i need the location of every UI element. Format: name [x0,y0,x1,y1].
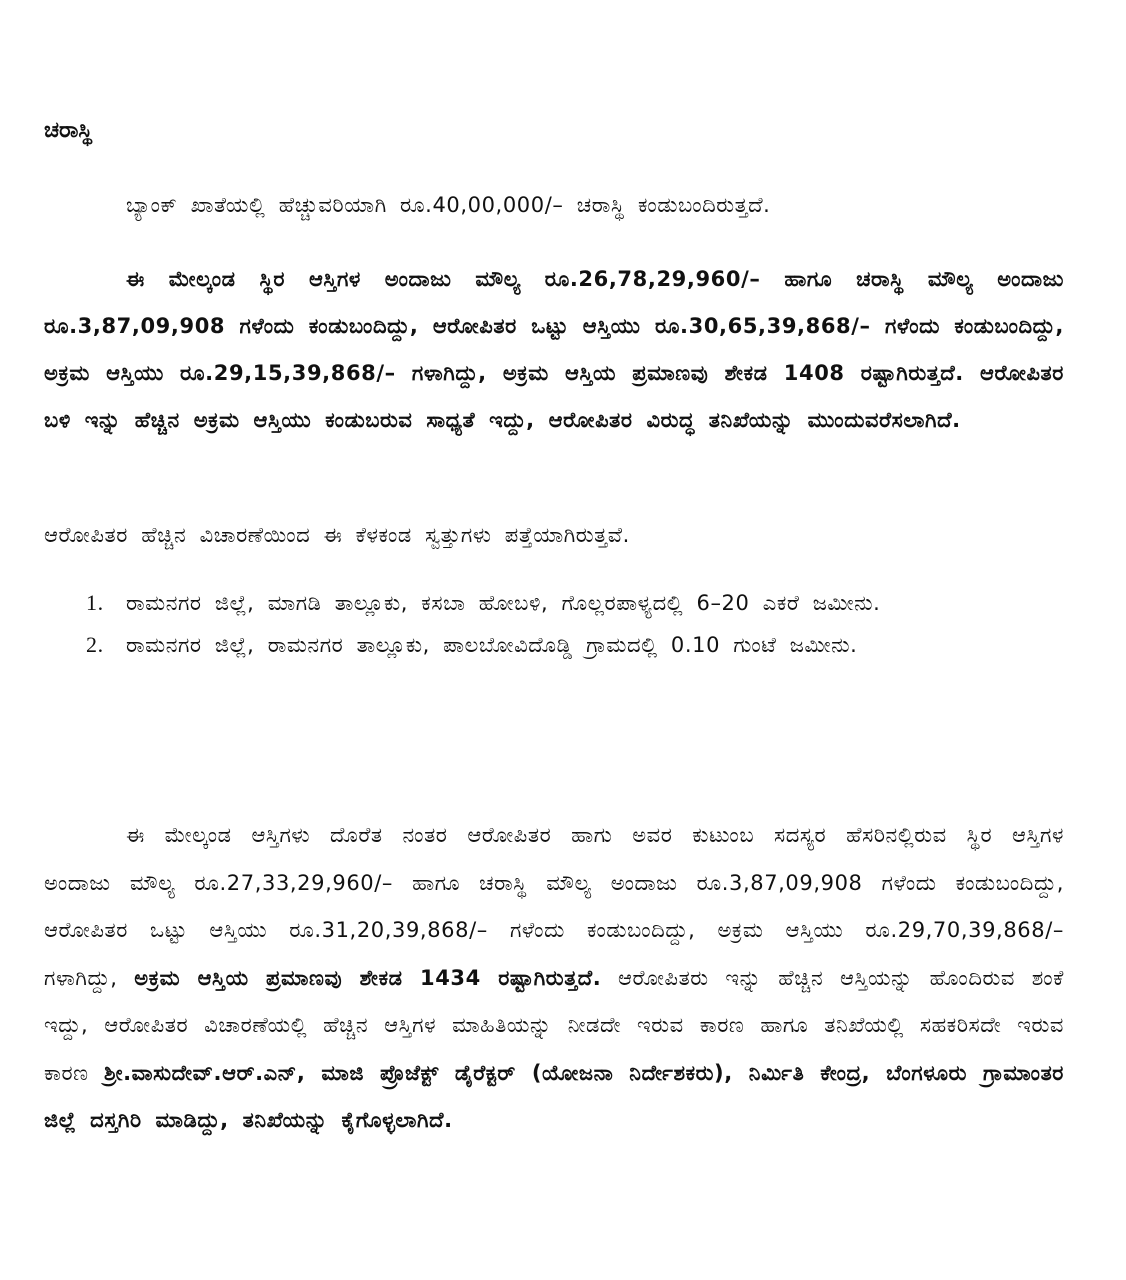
list-item [86,626,1066,664]
arrest-statement: ಶ್ರೀ.ವಾಸುದೇವ್.ಆರ್.ಎನ್, ಮಾಜಿ ಪ್ರೊಜೆಕ್ಟ್ ಡೈರೆಕ್ಟರ್ (ಯೋಜನಾ ನಿರ್ದೇಶಕರು), ನಿರ್ಮಿತಿ ಕೇಂದ್ರ, ಬೆಂಗಳೂರು ಗ್ರಾಮಾಂತರ ಜಿಲ್ಲೆ ದಸ್ತಗಿರಿ ಮಾಡಿದ್ದು, ತನಿಖೆಯನ್ನು ಕೈಗೊಳ್ಳಲಾಗಿದೆ. [44,1060,1065,1132]
final-summary-paragraph [44,812,1064,1145]
section-heading: ಚರಾಸ್ಥಿ [44,118,93,143]
final-summary-text-2: ಆರೋಪಿತರು ಇನ್ನು ಹೆಚ್ಚಿನ ಆಸ್ತಿಯನ್ನು ಹೊಂದಿರುವ ಶಂಕೆ ಇದ್ದು, ಆರೋಪಿತರ ವಿಚಾರಣೆಯಲ್ಲಿ ಹೆಚ್ಚಿನ ಆಸ್ತಿಗಳ ಮಾಹಿತಿಯನ್ನು ನೀಡದೇ ಇರುವ ಕಾರಣ ಹಾಗೂ ತನಿಖೆಯಲ್ಲಿ ಸಹಕರಿಸದೇ ಇರುವ ಕಾರಣ [44,965,1064,1085]
list-number: 1. [86,590,104,615]
list-item [86,584,1066,622]
final-summary-text: ಈ ಮೇಲ್ಕಂಡ ಆಸ್ತಿಗಳು ದೊರೆತ ನಂತರ ಆರೋಪಿತರ ಹಾಗು ಅವರ ಕುಟುಂಬ ಸದಸ್ಯರ ಹೆಸರಿನಲ್ಲಿರುವ ಸ್ಥಿರ ಆಸ್ತಿಗಳ ಅಂದಾಜು ಮೌಲ್ಯ ರೂ.27,33,29,960/– ಹಾಗೂ ಚರಾಸ್ಥಿ ಮೌಲ್ಯ ಅಂದಾಜು ರೂ.3,87,09,908 ಗಳೆಂದು ಕಂಡುಬಂದಿದ್ದು, ಆರೋಪಿತರ ಒಟ್ಟು ಆಸ್ತಿಯು ರೂ.31,20,39,868/– ಗಳೆಂದು ಕಂಡುಬಂದಿದ್ದು, ಅಕ್ರಮ ಆಸ್ತಿಯು ರೂ.29,70,39,868/– ಗಳಾಗಿದ್ದು, [44,823,1064,990]
list-number: 2. [86,632,104,657]
property-list [86,584,1066,668]
bank-account-paragraph: ಬ್ಯಾಂಕ್ ಖಾತೆಯಲ್ಲಿ ಹೆಚ್ಚುವರಿಯಾಗಿ ರೂ.40,00,000/– ಚರಾಸ್ಥಿ ಕಂಡುಬಂದಿರುತ್ತದೆ. [126,193,771,217]
illegal-asset-percentage: ಅಕ್ರಮ ಆಸ್ತಿಯ ಪ್ರಮಾಣವು ಶೇಕಡ 1434 ರಷ್ಟಾಗಿರುತ್ತದೆ. [134,965,602,990]
list-text: ರಾಮನಗರ ಜಿಲ್ಲೆ, ಮಾಗಡಿ ತಾಲ್ಲೂಕು, ಕಸಬಾ ಹೋಬಳಿ, ಗೊಲ್ಲರಪಾಳ್ಯದಲ್ಲಿ 6–20 ಎಕರೆ ಜಮೀನು. [126,591,881,615]
asset-summary-paragraph: ಈ ಮೇಲ್ಕಂಡ ಸ್ಥಿರ ಆಸ್ತಿಗಳ ಅಂದಾಜು ಮೌಲ್ಯ ರೂ.26,78,29,960/– ಹಾಗೂ ಚರಾಸ್ಥಿ ಮೌಲ್ಯ ಅಂದಾಜು ರೂ.3,87,09,908 ಗಳೆಂದು ಕಂಡುಬಂದಿದ್ದು, ಆರೋಪಿತರ ಒಟ್ಟು ಆಸ್ತಿಯು ರೂ.30,65,39,868/– ಗಳೆಂದು ಕಂಡುಬಂದಿದ್ದು, ಅಕ್ರಮ ಆಸ್ತಿಯು ರೂ.29,15,39,868/– ಗಳಾಗಿದ್ದು, ಅಕ್ರಮ ಆಸ್ತಿಯ ಪ್ರಮಾಣವು ಶೇಕಡ 1408 ರಷ್ಟಾಗಿರುತ್ತದೆ. ಆರೋಪಿತರ ಬಳಿ ಇನ್ನು ಹೆಚ್ಚಿನ ಅಕ್ರಮ ಆಸ್ತಿಯು ಕಂಡುಬರುವ ಸಾಧ್ಯತೆ ಇದ್ದು, ಆರೋಪಿತರ ವಿರುದ್ಧ ತನಿಖೆಯನ್ನು ಮುಂದುವರೆಸಲಾಗಿದೆ. [44,267,1064,432]
list-text: ರಾಮನಗರ ಜಿಲ್ಲೆ, ರಾಮನಗರ ತಾಲ್ಲೂಕು, ಪಾಲಬೋವಿದೊಡ್ಡಿ ಗ್ರಾಮದಲ್ಲಿ 0.10 ಗುಂಟೆ ಜಮೀನು. [126,633,858,657]
further-inquiry-paragraph: ಆರೋಪಿತರ ಹೆಚ್ಚಿನ ವಿಚಾರಣೆಯಿಂದ ಈ ಕೆಳಕಂಡ ಸ್ವತ್ತುಗಳು ಪತ್ತೆಯಾಗಿರುತ್ತವೆ. [44,523,630,547]
